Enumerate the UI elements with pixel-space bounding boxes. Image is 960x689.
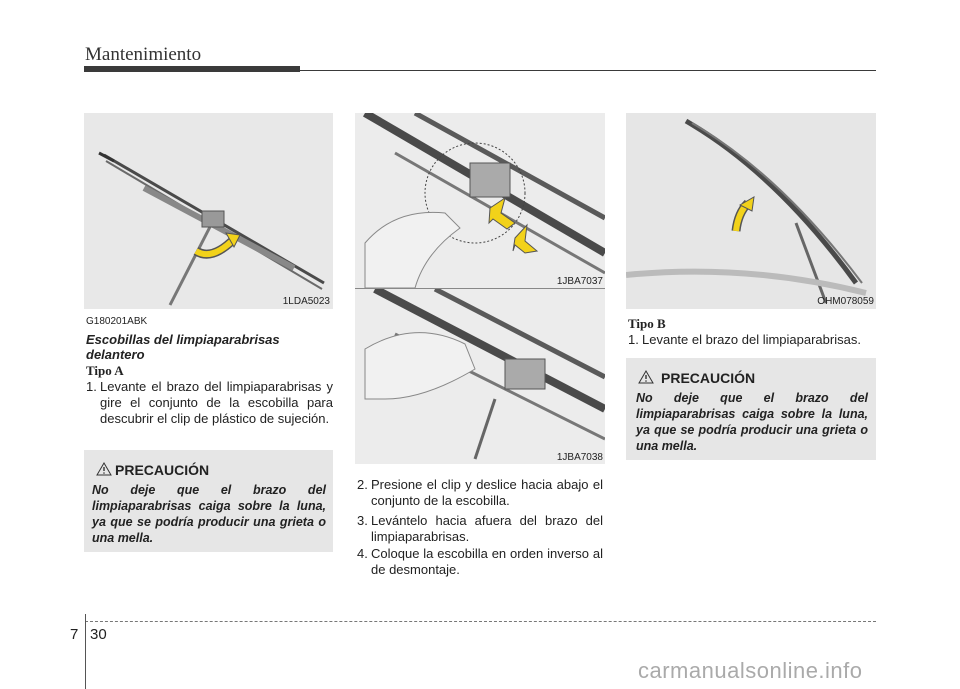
caution-box-left xyxy=(84,450,333,552)
type-b-label: Tipo B xyxy=(628,316,666,331)
footer-vertical-line xyxy=(85,614,86,689)
type-a-label: Tipo A xyxy=(86,363,124,378)
watermark: carmanualsonline.info xyxy=(638,658,863,683)
type-b-illustration xyxy=(626,113,876,309)
caution-box-right xyxy=(626,358,876,460)
page-number: 30 xyxy=(90,626,107,643)
figure-code: OHM078059 xyxy=(817,296,874,307)
caution-title: PRECAUCIÓN xyxy=(115,462,210,478)
caution-title: PRECAUCIÓN xyxy=(661,370,756,386)
step-text: Levante el brazo del limpiaparabrisas y gire el conjunto de la escobilla para descubrir el clip de plástico de sujeción. xyxy=(100,379,333,426)
step-text: Presione el clip y deslice hacia abajo el conjunto de la escobilla. xyxy=(371,477,603,508)
warning-icon xyxy=(638,370,654,384)
section-title: Escobillas del limpiaparabrisas delantero xyxy=(86,332,280,362)
header-bar xyxy=(84,66,300,72)
step-number: 1. xyxy=(628,332,639,347)
section-code: G180201ABK xyxy=(86,316,148,327)
figure-wiper-rotate xyxy=(84,113,333,309)
figure-type-b xyxy=(626,113,876,309)
caution-text: No deje que el brazo del limpiaparabrisas caiga sobre la luna, ya que se podría producir una grieta o una mella. xyxy=(636,391,868,453)
footer-dashed-line xyxy=(85,621,876,622)
step-1 xyxy=(86,379,333,427)
caution-text: No deje que el brazo del limpiaparabrisas caiga sobre la luna, ya que se podría producir una grieta o una mella. xyxy=(92,483,326,545)
step-text: Coloque la escobilla en orden inverso al de desmontaje. xyxy=(371,546,603,577)
figure-code: 1JBA7037 xyxy=(556,276,603,287)
step-1-type-b xyxy=(628,332,876,348)
step-number: 3. xyxy=(357,513,368,528)
figure-slide-out xyxy=(355,289,605,464)
warning-icon xyxy=(96,462,112,476)
step-number: 1. xyxy=(86,379,97,394)
step-number: 4. xyxy=(357,546,368,561)
step-text: Levante el brazo del limpiaparabrisas. xyxy=(642,332,861,347)
page-header-title: Mantenimiento xyxy=(85,44,202,65)
figure-press-clip xyxy=(355,113,605,288)
press-clip-illustration xyxy=(355,113,605,288)
figure-code: 1JBA7038 xyxy=(556,452,603,463)
step-4 xyxy=(357,546,603,578)
wiper-rotate-illustration xyxy=(84,113,333,309)
step-3 xyxy=(357,513,603,545)
step-2 xyxy=(357,477,603,509)
header-rule xyxy=(300,70,876,71)
step-number: 2. xyxy=(357,477,368,492)
slide-out-illustration xyxy=(355,289,605,464)
chapter-number: 7 xyxy=(70,626,79,643)
figure-code: 1LDA5023 xyxy=(282,296,330,307)
step-text: Levántelo hacia afuera del brazo del limpiaparabrisas. xyxy=(371,513,603,544)
